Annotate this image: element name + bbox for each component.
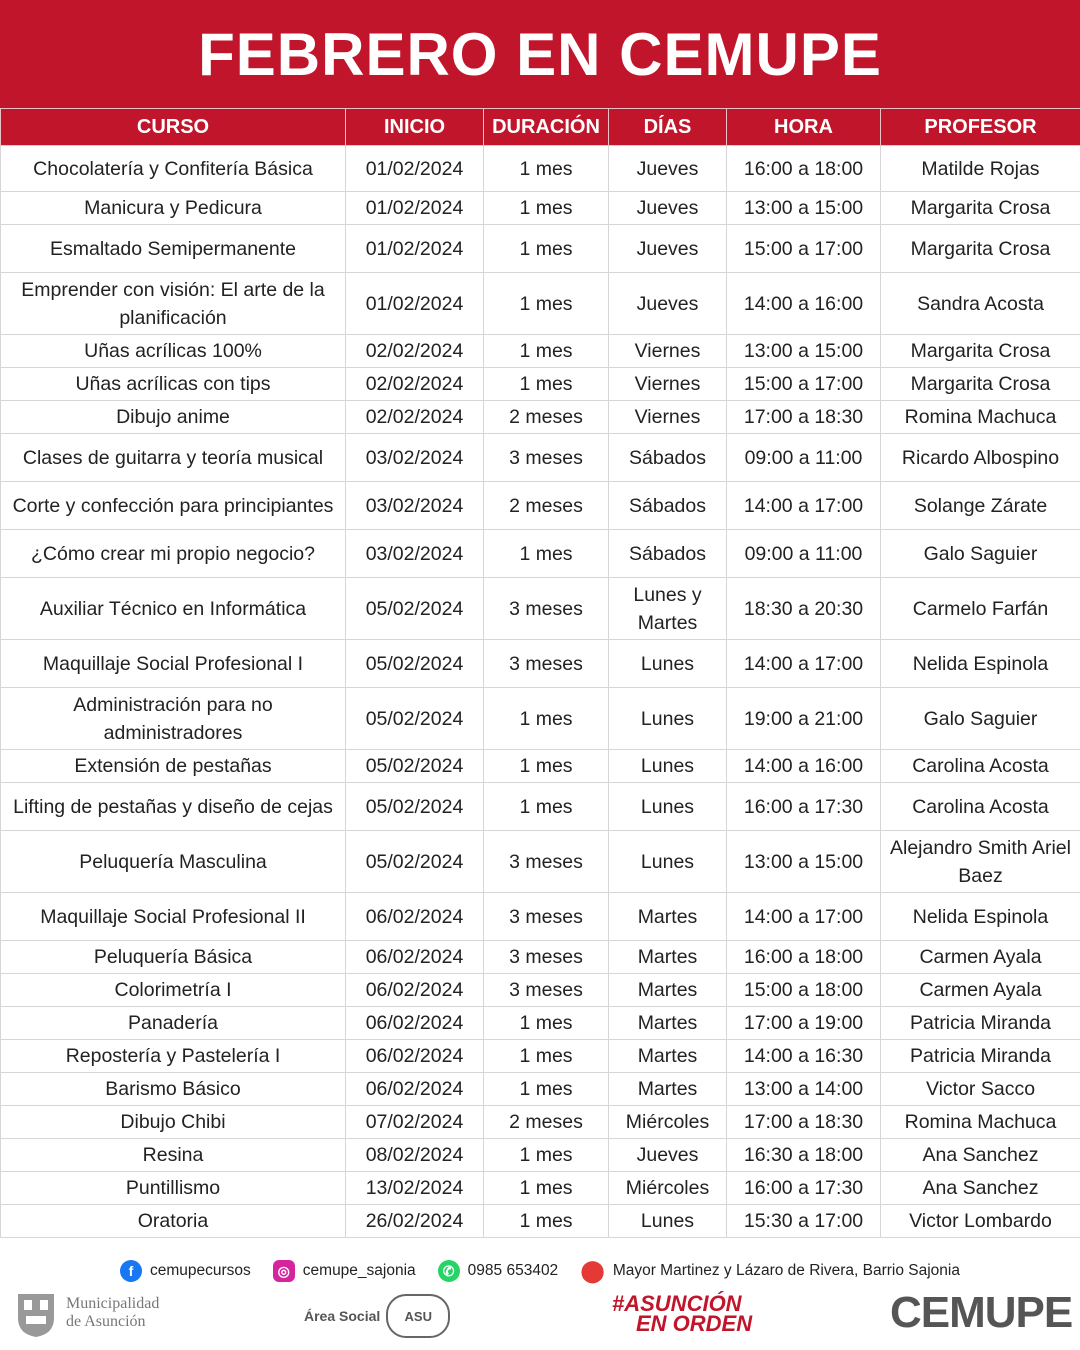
instagram-contact[interactable]: [273, 1260, 416, 1282]
cell-dias: Martes: [609, 974, 727, 1007]
table-row: [1, 1106, 1080, 1139]
courses-table: [0, 108, 1080, 1238]
cell-curso: Emprender con visión: El arte de la planificación: [1, 273, 346, 335]
cell-hora: 09:00 a 11:00: [727, 530, 881, 578]
cell-inicio: 03/02/2024: [346, 434, 484, 482]
cell-profesor: Matilde Rojas: [881, 146, 1080, 192]
cell-dias: Lunes: [609, 783, 727, 831]
cell-profesor: Carmen Ayala: [881, 974, 1080, 1007]
facebook-contact[interactable]: [120, 1260, 251, 1282]
cell-profesor: Carmen Ayala: [881, 941, 1080, 974]
table-row: [1, 368, 1080, 401]
cell-hora: 14:00 a 17:00: [727, 640, 881, 688]
col-header-hora: HORA: [727, 109, 881, 146]
cell-profesor: Ricardo Albospino: [881, 434, 1080, 482]
location-pin-icon: ⬤: [580, 1258, 605, 1283]
cell-inicio: 06/02/2024: [346, 1007, 484, 1040]
whatsapp-icon: ✆: [438, 1260, 460, 1282]
cell-hora: 14:00 a 16:00: [727, 750, 881, 783]
cell-profesor: Ana Sanchez: [881, 1139, 1080, 1172]
cell-hora: 13:00 a 15:00: [727, 831, 881, 893]
cell-duracion: 1 mes: [484, 335, 609, 368]
cell-hora: 14:00 a 17:00: [727, 482, 881, 530]
cell-duracion: 1 mes: [484, 1205, 609, 1238]
page-header: [0, 0, 1080, 108]
facebook-handle: cemupecursos: [149, 1262, 251, 1279]
cell-inicio: 01/02/2024: [346, 225, 484, 273]
cell-duracion: 1 mes: [484, 530, 609, 578]
cell-inicio: 06/02/2024: [346, 1040, 484, 1073]
cell-hora: 19:00 a 21:00: [727, 688, 881, 750]
cell-dias: Viernes: [609, 368, 727, 401]
cell-dias: Lunes: [609, 750, 727, 783]
cell-duracion: 1 mes: [484, 1139, 609, 1172]
cell-inicio: 01/02/2024: [346, 273, 484, 335]
cell-profesor: Nelida Espinola: [881, 893, 1080, 941]
cell-duracion: 1 mes: [484, 1073, 609, 1106]
cell-inicio: 06/02/2024: [346, 941, 484, 974]
cell-duracion: 2 meses: [484, 482, 609, 530]
cell-duracion: 3 meses: [484, 640, 609, 688]
table-row: [1, 1139, 1080, 1172]
cell-hora: 16:00 a 17:30: [727, 1172, 881, 1205]
cell-duracion: 3 meses: [484, 974, 609, 1007]
table-row: [1, 192, 1080, 225]
cell-inicio: 02/02/2024: [346, 368, 484, 401]
table-row: [1, 434, 1080, 482]
cell-curso: Peluquería Masculina: [1, 831, 346, 893]
col-header-profesor: PROFESOR: [881, 109, 1080, 146]
cell-profesor: Sandra Acosta: [881, 273, 1080, 335]
cell-profesor: Patricia Miranda: [881, 1007, 1080, 1040]
partner-logos: [0, 1288, 1080, 1348]
cell-curso: Oratoria: [1, 1205, 346, 1238]
cell-hora: 14:00 a 17:00: [727, 893, 881, 941]
cell-duracion: 1 mes: [484, 783, 609, 831]
cell-inicio: 01/02/2024: [346, 192, 484, 225]
cell-duracion: 1 mes: [484, 225, 609, 273]
cell-curso: Chocolatería y Confitería Básica: [1, 146, 346, 192]
cell-profesor: Carolina Acosta: [881, 783, 1080, 831]
cell-curso: Peluquería Básica: [1, 941, 346, 974]
footer: [0, 1248, 1080, 1350]
cell-dias: Sábados: [609, 434, 727, 482]
table-row: [1, 1073, 1080, 1106]
cell-curso: Maquillaje Social Profesional II: [1, 893, 346, 941]
table-row: [1, 401, 1080, 434]
asuncion-en-orden-logo: [612, 1291, 753, 1336]
facebook-icon: f: [120, 1260, 142, 1282]
instagram-icon: ◎: [273, 1260, 295, 1282]
cell-hora: 18:30 a 20:30: [727, 578, 881, 640]
cell-duracion: 1 mes: [484, 750, 609, 783]
cell-profesor: Carolina Acosta: [881, 750, 1080, 783]
cell-dias: Jueves: [609, 1139, 727, 1172]
table-row: [1, 146, 1080, 192]
cell-hora: 13:00 a 15:00: [727, 335, 881, 368]
cell-dias: Lunes: [609, 688, 727, 750]
col-header-curso: CURSO: [1, 109, 346, 146]
cell-hora: 17:00 a 18:30: [727, 1106, 881, 1139]
cell-profesor: Alejandro Smith Ariel Baez: [881, 831, 1080, 893]
table-row: [1, 1007, 1080, 1040]
cell-curso: Repostería y Pastelería I: [1, 1040, 346, 1073]
cell-dias: Martes: [609, 1073, 727, 1106]
cell-profesor: Patricia Miranda: [881, 1040, 1080, 1073]
table-row: [1, 640, 1080, 688]
cell-hora: 16:00 a 17:30: [727, 783, 881, 831]
cell-curso: Barismo Básico: [1, 1073, 346, 1106]
cell-curso: Colorimetría I: [1, 974, 346, 1007]
cell-curso: Uñas acrílicas con tips: [1, 368, 346, 401]
whatsapp-contact[interactable]: [438, 1260, 559, 1282]
asuncion-line2: EN ORDEN: [636, 1311, 753, 1336]
cell-inicio: 02/02/2024: [346, 335, 484, 368]
table-row: [1, 783, 1080, 831]
cell-curso: Manicura y Pedicura: [1, 192, 346, 225]
cell-hora: 16:00 a 18:00: [727, 941, 881, 974]
table-row: [1, 941, 1080, 974]
cell-inicio: 06/02/2024: [346, 893, 484, 941]
cell-curso: Clases de guitarra y teoría musical: [1, 434, 346, 482]
cell-duracion: 1 mes: [484, 1040, 609, 1073]
area-social-logo: [304, 1294, 450, 1338]
cell-profesor: Solange Zárate: [881, 482, 1080, 530]
cell-dias: Martes: [609, 1040, 727, 1073]
table-row: [1, 974, 1080, 1007]
cell-profesor: Victor Lombardo: [881, 1205, 1080, 1238]
cell-inicio: 26/02/2024: [346, 1205, 484, 1238]
cell-profesor: Galo Saguier: [881, 688, 1080, 750]
cell-hora: 13:00 a 15:00: [727, 192, 881, 225]
cell-curso: Extensión de pestañas: [1, 750, 346, 783]
table-row: [1, 831, 1080, 893]
cell-dias: Lunes y Martes: [609, 578, 727, 640]
cell-dias: Martes: [609, 1007, 727, 1040]
coat-of-arms-icon: [14, 1288, 58, 1338]
muni-line2: de Asunción: [66, 1313, 146, 1330]
cell-dias: Jueves: [609, 192, 727, 225]
cell-duracion: 3 meses: [484, 831, 609, 893]
cell-duracion: 1 mes: [484, 368, 609, 401]
cell-hora: 15:00 a 18:00: [727, 974, 881, 1007]
cell-curso: Auxiliar Técnico en Informática: [1, 578, 346, 640]
cell-duracion: 2 meses: [484, 401, 609, 434]
instagram-handle: cemupe_sajonia: [302, 1262, 416, 1279]
cell-dias: Jueves: [609, 146, 727, 192]
cell-duracion: 1 mes: [484, 1172, 609, 1205]
cell-duracion: 3 meses: [484, 578, 609, 640]
cell-duracion: 1 mes: [484, 146, 609, 192]
cell-curso: Maquillaje Social Profesional I: [1, 640, 346, 688]
cell-dias: Lunes: [609, 1205, 727, 1238]
whatsapp-number: 0985 653402: [467, 1262, 559, 1279]
cell-curso: Corte y confección para principiantes: [1, 482, 346, 530]
col-header-duracion: DURACIÓN: [484, 109, 609, 146]
muni-line1: Municipalidad: [66, 1295, 160, 1312]
cell-dias: Martes: [609, 941, 727, 974]
cell-profesor: Nelida Espinola: [881, 640, 1080, 688]
table-row: [1, 578, 1080, 640]
cell-hora: 14:00 a 16:30: [727, 1040, 881, 1073]
cell-dias: Jueves: [609, 225, 727, 273]
cell-dias: Jueves: [609, 273, 727, 335]
cell-profesor: Romina Machuca: [881, 401, 1080, 434]
cell-dias: Miércoles: [609, 1172, 727, 1205]
cell-curso: Puntillismo: [1, 1172, 346, 1205]
cell-dias: Viernes: [609, 335, 727, 368]
cell-curso: Panadería: [1, 1007, 346, 1040]
cell-dias: Lunes: [609, 640, 727, 688]
cell-curso: Dibujo anime: [1, 401, 346, 434]
cell-profesor: Galo Saguier: [881, 530, 1080, 578]
asuncion-line1: #ASUNCIÓN: [612, 1291, 742, 1316]
cell-curso: Administración para no administradores: [1, 688, 346, 750]
cell-inicio: 05/02/2024: [346, 578, 484, 640]
cell-inicio: 03/02/2024: [346, 530, 484, 578]
cell-profesor: Margarita Crosa: [881, 368, 1080, 401]
cell-hora: 16:30 a 18:00: [727, 1139, 881, 1172]
cell-hora: 15:00 a 17:00: [727, 225, 881, 273]
social-bar: [0, 1258, 1080, 1284]
cell-hora: 13:00 a 14:00: [727, 1073, 881, 1106]
cell-profesor: Carmelo Farfán: [881, 578, 1080, 640]
cemupe-logo: CEMUPE: [890, 1288, 1073, 1337]
cell-duracion: 3 meses: [484, 893, 609, 941]
cell-dias: Martes: [609, 893, 727, 941]
cell-duracion: 2 meses: [484, 1106, 609, 1139]
cell-profesor: Margarita Crosa: [881, 192, 1080, 225]
cell-duracion: 1 mes: [484, 688, 609, 750]
table-body: [1, 146, 1080, 1238]
cell-dias: Lunes: [609, 831, 727, 893]
table-row: [1, 273, 1080, 335]
page-title: FEBRERO EN CEMUPE: [198, 20, 882, 88]
table-header-row: [1, 109, 1080, 146]
cell-inicio: 02/02/2024: [346, 401, 484, 434]
cell-duracion: 3 meses: [484, 434, 609, 482]
table-row: [1, 893, 1080, 941]
cell-curso: Lifting de pestañas y diseño de cejas: [1, 783, 346, 831]
cell-curso: Resina: [1, 1139, 346, 1172]
cell-inicio: 07/02/2024: [346, 1106, 484, 1139]
address-text: Mayor Martinez y Lázaro de Rivera, Barrio Sajonia: [612, 1262, 960, 1279]
table-row: [1, 225, 1080, 273]
cell-profesor: Romina Machuca: [881, 1106, 1080, 1139]
cell-dias: Miércoles: [609, 1106, 727, 1139]
col-header-inicio: INICIO: [346, 109, 484, 146]
cell-hora: 15:30 a 17:00: [727, 1205, 881, 1238]
table-row: [1, 750, 1080, 783]
table-row: [1, 530, 1080, 578]
cell-dias: Viernes: [609, 401, 727, 434]
table-row: [1, 1205, 1080, 1238]
cell-duracion: 3 meses: [484, 941, 609, 974]
cell-hora: 09:00 a 11:00: [727, 434, 881, 482]
cell-inicio: 06/02/2024: [346, 974, 484, 1007]
cell-inicio: 05/02/2024: [346, 783, 484, 831]
cell-dias: Sábados: [609, 482, 727, 530]
table-row: [1, 482, 1080, 530]
cell-duracion: 1 mes: [484, 192, 609, 225]
cell-curso: Esmaltado Semipermanente: [1, 225, 346, 273]
cell-duracion: 1 mes: [484, 273, 609, 335]
cell-curso: Uñas acrílicas 100%: [1, 335, 346, 368]
cell-inicio: 05/02/2024: [346, 831, 484, 893]
municipalidad-logo: [14, 1288, 159, 1338]
cell-profesor: Margarita Crosa: [881, 225, 1080, 273]
cell-hora: 14:00 a 16:00: [727, 273, 881, 335]
cell-hora: 16:00 a 18:00: [727, 146, 881, 192]
cell-inicio: 05/02/2024: [346, 688, 484, 750]
cell-inicio: 01/02/2024: [346, 146, 484, 192]
cell-duracion: 1 mes: [484, 1007, 609, 1040]
cell-profesor: Victor Sacco: [881, 1073, 1080, 1106]
cell-inicio: 06/02/2024: [346, 1073, 484, 1106]
cell-hora: 17:00 a 18:30: [727, 401, 881, 434]
address-contact: [580, 1258, 960, 1284]
cell-inicio: 05/02/2024: [346, 750, 484, 783]
asu-badge: ASU: [386, 1294, 450, 1338]
cell-inicio: 08/02/2024: [346, 1139, 484, 1172]
area-social-text: Área Social: [304, 1308, 381, 1324]
cell-inicio: 03/02/2024: [346, 482, 484, 530]
cell-profesor: Ana Sanchez: [881, 1172, 1080, 1205]
cell-inicio: 13/02/2024: [346, 1172, 484, 1205]
cell-hora: 17:00 a 19:00: [727, 1007, 881, 1040]
table-row: [1, 335, 1080, 368]
cell-hora: 15:00 a 17:00: [727, 368, 881, 401]
col-header-dias: DÍAS: [609, 109, 727, 146]
cell-inicio: 05/02/2024: [346, 640, 484, 688]
cell-dias: Sábados: [609, 530, 727, 578]
cell-curso: Dibujo Chibi: [1, 1106, 346, 1139]
table-row: [1, 1040, 1080, 1073]
table-row: [1, 1172, 1080, 1205]
table-row: [1, 688, 1080, 750]
cell-curso: ¿Cómo crear mi propio negocio?: [1, 530, 346, 578]
cell-profesor: Margarita Crosa: [881, 335, 1080, 368]
